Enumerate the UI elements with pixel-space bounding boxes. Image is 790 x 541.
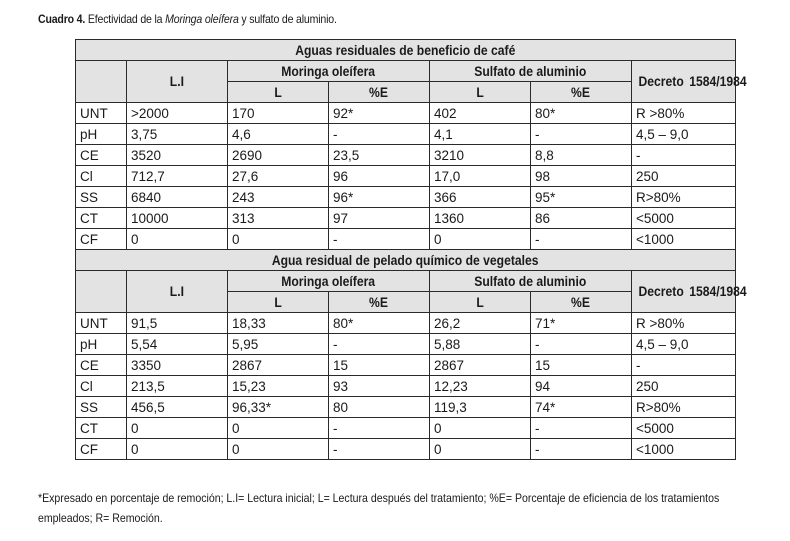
cell-dec: <1000 xyxy=(632,439,736,460)
header-decreto xyxy=(632,61,747,103)
cell-s-l: 0 xyxy=(430,439,531,460)
cell-s-e: 8,8 xyxy=(531,145,632,166)
cell-li: 0 xyxy=(127,418,228,439)
cell-s-e: - xyxy=(531,334,632,355)
cell-param: SS xyxy=(76,397,127,418)
cell-s-e: - xyxy=(531,418,632,439)
cell-s-e: 80* xyxy=(531,103,632,124)
cell-li: 5,54 xyxy=(127,334,228,355)
header-moringa-text: Moringa oleífera xyxy=(281,63,376,79)
cell-li: 3520 xyxy=(127,145,228,166)
section-title-row xyxy=(76,250,736,271)
cell-li: 0 xyxy=(127,229,228,250)
header-moringa-text: Moringa oleífera xyxy=(281,273,376,289)
cell-s-e: - xyxy=(531,229,632,250)
cell-li: 712,7 xyxy=(127,166,228,187)
cell-m-l: 15,23 xyxy=(228,376,329,397)
cell-s-l: 4,1 xyxy=(430,124,531,145)
header-moringa xyxy=(228,271,430,292)
cell-s-l: 17,0 xyxy=(430,166,531,187)
table-row xyxy=(76,439,736,460)
cell-m-e: 80 xyxy=(329,397,430,418)
header-sulfato-pe-text: %E xyxy=(571,84,591,100)
cell-li: 213,5 xyxy=(127,376,228,397)
header-moringa-l-text: L xyxy=(274,294,282,310)
cell-m-l: 4,6 xyxy=(228,124,329,145)
header-sulfato-l-text: L xyxy=(476,84,484,100)
cell-m-e: - xyxy=(329,439,430,460)
header-decreto xyxy=(632,271,747,313)
cell-s-l: 1360 xyxy=(430,208,531,229)
header-sulfato-pe xyxy=(531,292,632,313)
cell-param: Cl xyxy=(76,166,127,187)
cell-m-l: 2690 xyxy=(228,145,329,166)
cell-param: pH xyxy=(76,124,127,145)
table-row xyxy=(76,103,736,124)
section-title xyxy=(76,250,736,271)
cell-li: 456,5 xyxy=(127,397,228,418)
cell-m-e: - xyxy=(329,418,430,439)
header-sulfato-pe-text: %E xyxy=(571,294,591,310)
cell-param: CT xyxy=(76,208,127,229)
cell-m-e: 96 xyxy=(329,166,430,187)
cell-m-e: 23,5 xyxy=(329,145,430,166)
table-row xyxy=(76,313,736,334)
header-decreto-line1: Decreto xyxy=(638,284,684,299)
header-li-text: L.I xyxy=(169,74,185,89)
header-moringa-pe xyxy=(329,82,430,103)
section-title-text: Aguas residuales de beneficio de café xyxy=(295,42,516,58)
footnote: *Expresado en porcentaje de remoción; L.I= Lectura inicial; L= Lectura después del tratamiento; %E= Porcentaje de eficiencia de los tratamientos empleados; R= Remoción. xyxy=(38,491,720,525)
header-moringa-l-text: L xyxy=(274,84,282,100)
cell-s-l: 26,2 xyxy=(430,313,531,334)
column-header-row xyxy=(76,61,736,82)
header-sulfato-pe xyxy=(531,82,632,103)
cell-m-e: 93 xyxy=(329,376,430,397)
cell-m-l: 313 xyxy=(228,208,329,229)
cell-s-e: - xyxy=(531,124,632,145)
cell-m-l: 2867 xyxy=(228,355,329,376)
table-row xyxy=(76,166,736,187)
cell-li: 3,75 xyxy=(127,124,228,145)
cell-s-e: 74* xyxy=(531,397,632,418)
header-decreto-line2: 1584/1984 xyxy=(689,74,747,89)
cell-m-l: 170 xyxy=(228,103,329,124)
cell-s-l: 119,3 xyxy=(430,397,531,418)
cell-m-e: 92* xyxy=(329,103,430,124)
header-moringa-pe-text: %E xyxy=(369,294,389,310)
caption-label: Cuadro 4. xyxy=(38,12,86,26)
cell-m-l: 96,33* xyxy=(228,397,329,418)
table-row xyxy=(76,397,736,418)
cell-param: UNT xyxy=(76,313,127,334)
caption-text-before: Efectividad de la xyxy=(85,12,166,26)
cell-m-e: - xyxy=(329,229,430,250)
header-moringa xyxy=(228,61,430,82)
cell-param: CT xyxy=(76,418,127,439)
cell-m-e: 15 xyxy=(329,355,430,376)
header-sulfato-l-text: L xyxy=(476,294,484,310)
cell-s-l: 402 xyxy=(430,103,531,124)
cell-m-l: 27,6 xyxy=(228,166,329,187)
cell-s-e: 71* xyxy=(531,313,632,334)
cell-m-l: 0 xyxy=(228,418,329,439)
cell-s-l: 366 xyxy=(430,187,531,208)
cell-dec: 4,5 – 9,0 xyxy=(632,124,736,145)
cell-li: 6840 xyxy=(127,187,228,208)
cell-param: CF xyxy=(76,229,127,250)
cell-li: 0 xyxy=(127,439,228,460)
header-li-text: L.I xyxy=(169,284,185,299)
cell-param: Cl xyxy=(76,376,127,397)
cell-li: >2000 xyxy=(127,103,228,124)
cell-param: CE xyxy=(76,145,127,166)
cell-s-e: 95* xyxy=(531,187,632,208)
cell-s-l: 2867 xyxy=(430,355,531,376)
header-moringa-pe xyxy=(329,292,430,313)
header-moringa-l xyxy=(228,82,329,103)
cell-s-l: 0 xyxy=(430,418,531,439)
table-body xyxy=(76,40,747,460)
cell-m-l: 243 xyxy=(228,187,329,208)
cell-dec: <5000 xyxy=(632,418,736,439)
table-row xyxy=(76,334,736,355)
cell-s-e: 98 xyxy=(531,166,632,187)
cell-dec: R>80% xyxy=(632,187,736,208)
table-row xyxy=(76,418,736,439)
cell-s-e: 86 xyxy=(531,208,632,229)
section-title-text: Agua residual de pelado químico de vegetales xyxy=(272,252,539,268)
cell-s-l: 3210 xyxy=(430,145,531,166)
table-row xyxy=(76,187,736,208)
cell-dec: R >80% xyxy=(632,103,736,124)
header-sulfato-l xyxy=(430,82,531,103)
cell-dec: - xyxy=(632,355,736,376)
header-blank-cell xyxy=(76,61,127,103)
header-moringa-pe-text: %E xyxy=(369,84,389,100)
column-header-row xyxy=(76,271,736,292)
header-sulfato-text: Sulfato de aluminio xyxy=(474,273,587,289)
cell-li: 91,5 xyxy=(127,313,228,334)
section-title xyxy=(76,40,736,61)
cell-s-e: 15 xyxy=(531,355,632,376)
effectiveness-table xyxy=(75,39,747,460)
cell-m-e: 96* xyxy=(329,187,430,208)
table-row xyxy=(76,355,736,376)
cell-dec: R >80% xyxy=(632,313,736,334)
header-decreto-line2: 1584/1984 xyxy=(689,284,747,299)
header-moringa-l xyxy=(228,292,329,313)
cell-li: 10000 xyxy=(127,208,228,229)
cell-s-l: 0 xyxy=(430,229,531,250)
cell-s-l: 12,23 xyxy=(430,376,531,397)
section-title-row xyxy=(76,40,736,61)
cell-param: pH xyxy=(76,334,127,355)
cell-m-e: - xyxy=(329,124,430,145)
cell-s-l: 5,88 xyxy=(430,334,531,355)
table-caption xyxy=(38,12,337,26)
header-sulfato xyxy=(430,271,632,292)
cell-m-l: 18,33 xyxy=(228,313,329,334)
cell-m-e: - xyxy=(329,334,430,355)
header-blank-cell xyxy=(76,271,127,313)
header-sulfato-text: Sulfato de aluminio xyxy=(474,63,587,79)
cell-dec: <1000 xyxy=(632,229,736,250)
cell-s-e: 94 xyxy=(531,376,632,397)
cell-m-l: 0 xyxy=(228,439,329,460)
caption-text-after: y sulfato de aluminio. xyxy=(238,12,337,26)
cell-param: UNT xyxy=(76,103,127,124)
cell-dec: 250 xyxy=(632,376,736,397)
cell-m-l: 5,95 xyxy=(228,334,329,355)
header-li xyxy=(127,271,228,313)
cell-m-l: 0 xyxy=(228,229,329,250)
table-row xyxy=(76,376,736,397)
cell-m-e: 97 xyxy=(329,208,430,229)
header-sulfato-l xyxy=(430,292,531,313)
cell-param: CF xyxy=(76,439,127,460)
cell-dec: - xyxy=(632,145,736,166)
cell-param: CE xyxy=(76,355,127,376)
cell-s-e: - xyxy=(531,439,632,460)
cell-param: SS xyxy=(76,187,127,208)
cell-dec: R>80% xyxy=(632,397,736,418)
header-decreto-line1: Decreto xyxy=(638,74,684,89)
table-row xyxy=(76,229,736,250)
table-row xyxy=(76,145,736,166)
cell-dec: 4,5 – 9,0 xyxy=(632,334,736,355)
header-sulfato xyxy=(430,61,632,82)
table-row xyxy=(76,124,736,145)
header-li xyxy=(127,61,228,103)
caption-italic-term: Moringa oleífera xyxy=(165,12,239,26)
cell-li: 3350 xyxy=(127,355,228,376)
table-row xyxy=(76,208,736,229)
cell-m-e: 80* xyxy=(329,313,430,334)
cell-dec: <5000 xyxy=(632,208,736,229)
cell-dec: 250 xyxy=(632,166,736,187)
